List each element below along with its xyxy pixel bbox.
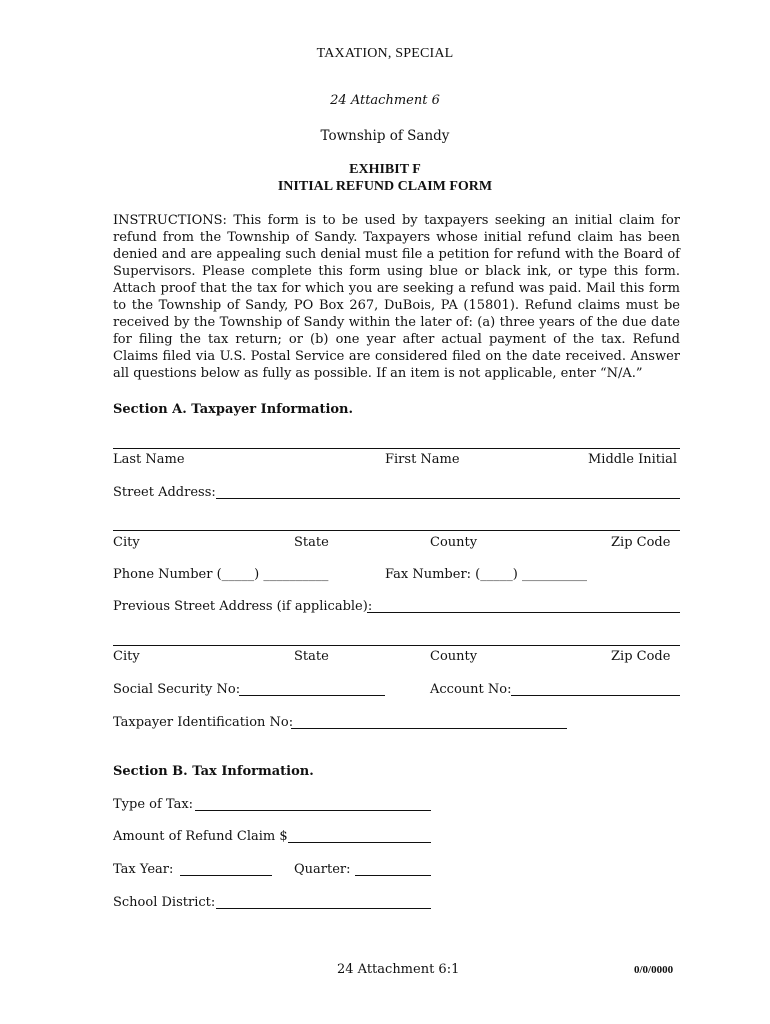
ssn-label: Social Security No: bbox=[113, 682, 241, 697]
prev-zip-code-label: Zip Code bbox=[611, 649, 671, 664]
fax-number-field[interactable]: Fax Number: (_____) __________ bbox=[385, 567, 587, 582]
previous-address-line[interactable] bbox=[367, 612, 680, 613]
quarter-label: Quarter: bbox=[294, 862, 351, 877]
county-label: County bbox=[430, 535, 478, 550]
street-address-line[interactable] bbox=[216, 498, 680, 499]
last-name-label: Last Name bbox=[113, 452, 185, 467]
instructions-paragraph: INSTRUCTIONS: This form is to be used by taxpayers seeking an initial claim for refund from the Township of Sandy. Taxpayers whose initial refund claim has been denied and are appealing such denial must file a petition for refund with the Board of Supervisors. Please complete this form using blue or black ink, or type this form. Attach proof that the tax for which you are seeking a refund was paid. Mail this form to the Township of Sandy, PO Box 267, DuBois, PA (15801). Refund claims must be received by the Township of Sandy within the later of: (a) three years of the due date for filing the tax return; or (b) one year after actual payment of the tax. Refund Claims filed via U.S. Postal Service are considered filed on the date received. Answer all questions below as fully as possible. If an item is not applicable, enter “N/A.” bbox=[113, 213, 680, 381]
phone-number-field[interactable]: Phone Number (_____) __________ bbox=[113, 567, 329, 582]
running-title: TAXATION, SPECIAL bbox=[316, 46, 454, 61]
ssn-line[interactable] bbox=[239, 695, 385, 696]
tax-year-label: Tax Year: bbox=[113, 862, 174, 877]
section-b-heading: Section B. Tax Information. bbox=[113, 764, 314, 779]
state-label: State bbox=[294, 535, 329, 550]
footer-date: 0/0/0000 bbox=[634, 964, 674, 976]
page-reference: 24 Attachment 6:1 bbox=[337, 962, 460, 977]
municipality-name: Township of Sandy bbox=[320, 128, 450, 144]
city-label: City bbox=[113, 535, 140, 550]
prev-state-label: State bbox=[294, 649, 329, 664]
refund-amount-line[interactable] bbox=[288, 842, 431, 843]
quarter-line[interactable] bbox=[355, 875, 431, 876]
refund-amount-label: Amount of Refund Claim $ bbox=[113, 829, 288, 844]
zip-code-label: Zip Code bbox=[611, 535, 671, 550]
school-district-label: School District: bbox=[113, 895, 216, 910]
street-address-label: Street Address: bbox=[113, 485, 216, 500]
city-state-line[interactable] bbox=[113, 530, 680, 531]
type-of-tax-line[interactable] bbox=[195, 810, 431, 811]
exhibit-label: EXHIBIT F bbox=[349, 162, 421, 177]
name-line[interactable] bbox=[113, 448, 680, 449]
section-a-heading: Section A. Taxpayer Information. bbox=[113, 402, 354, 417]
prev-city-state-line[interactable] bbox=[113, 645, 680, 646]
middle-initial-label: Middle Initial bbox=[588, 452, 678, 467]
account-no-line[interactable] bbox=[511, 695, 680, 696]
tin-label: Taxpayer Identification No: bbox=[113, 715, 294, 730]
prev-county-label: County bbox=[430, 649, 478, 664]
account-no-label: Account No: bbox=[430, 682, 512, 697]
form-title: INITIAL REFUND CLAIM FORM bbox=[277, 179, 493, 194]
tax-year-line[interactable] bbox=[180, 875, 272, 876]
tin-line[interactable] bbox=[291, 728, 567, 729]
type-of-tax-label: Type of Tax: bbox=[113, 797, 194, 812]
attachment-label: 24 Attachment 6 bbox=[330, 93, 440, 108]
prev-city-label: City bbox=[113, 649, 140, 664]
previous-address-label: Previous Street Address (if applicable): bbox=[113, 599, 373, 614]
school-district-line[interactable] bbox=[216, 908, 431, 909]
first-name-label: First Name bbox=[385, 452, 460, 467]
